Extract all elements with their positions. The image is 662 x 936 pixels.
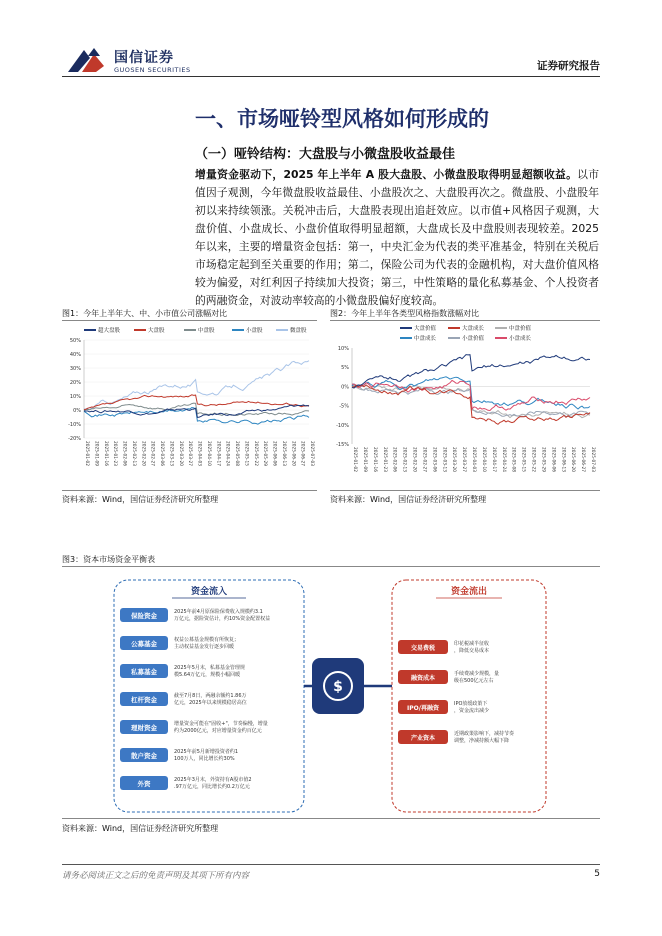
report-type: 证券研究报告	[537, 60, 600, 72]
inflow-title: 资金流入	[190, 587, 228, 597]
outflow-desc: 调整，净减持额大幅下降	[454, 738, 510, 744]
inflow-label: 散户资金	[131, 752, 157, 760]
xtick-label: 2025-04-10	[480, 447, 486, 472]
legend-label-4: 小盘价值	[462, 336, 485, 342]
header-divider	[62, 76, 600, 77]
brand-name: 国信证券	[114, 50, 174, 66]
xtick-label: 2025-06-27	[299, 441, 305, 466]
xtick-label: 2025-07-03	[309, 441, 314, 466]
xtick-label: 2025-06-13	[280, 441, 286, 466]
xtick-label: 2025-03-27	[187, 441, 193, 466]
outflow-desc: IPO放缓政策下	[454, 701, 488, 707]
xtick-label: 2025-07-03	[590, 447, 595, 472]
figure3-bottom-rule	[62, 818, 600, 819]
inflow-desc: 100万人，同比增长约30%	[174, 756, 235, 762]
inflow-desc: 2025年5月末，私募基金管理规	[174, 665, 245, 671]
xtick-label: 2025-03-13	[168, 441, 174, 466]
xtick-label: 2025-02-27	[149, 441, 155, 466]
figure3-divider	[62, 566, 600, 567]
body-paragraph	[195, 166, 599, 310]
ytick-label: 40%	[69, 352, 81, 358]
xtick-label: 2025-04-03	[196, 441, 202, 466]
inflow-desc: 增量资金可能在"固收+"，节奏偏慢，增量	[174, 721, 268, 727]
guosen-logo-icon	[64, 44, 108, 76]
xtick-label: 2025-01-16	[102, 441, 108, 466]
xtick-label: 2025-01-23	[112, 441, 118, 466]
inflow-desc: 2025年3月末，外资持有A股市值2	[174, 777, 252, 783]
xtick-label: 2025-03-20	[177, 441, 183, 466]
legend-label-4: 微盘股	[290, 328, 307, 334]
xtick-label: 2025-05-15	[243, 441, 249, 466]
outflow-label: 产业资本	[410, 735, 436, 742]
xtick-label: 2025-06-20	[290, 441, 296, 466]
xtick-label: 2025-05-08	[510, 447, 516, 472]
dollar-sign-icon: $	[333, 679, 343, 695]
xtick-label: 2025-01-23	[381, 447, 387, 472]
figure1-chart	[62, 322, 317, 490]
outflow-title: 资金流出	[450, 587, 488, 597]
inflow-desc: 约为2000亿元，对应增量资金约百亿元	[174, 728, 262, 734]
inflow-label: 保险资金	[131, 612, 157, 620]
body-lead: 增量资金驱动下，2025 年上半年 A 股大盘股、小微盘股取得明显超额收益。	[195, 168, 578, 181]
xtick-label: 2025-04-03	[471, 447, 476, 472]
xtick-label: 2025-06-06	[550, 447, 556, 472]
xtick-label: 2025-06-20	[570, 447, 576, 472]
ytick-label: 30%	[69, 366, 81, 372]
xtick-label: 2025-01-09	[93, 441, 99, 466]
inflow-desc: 2025年前5月新增投资者约1	[174, 749, 239, 755]
xtick-label: 2025-05-22	[252, 441, 258, 466]
outflow-label: 融资成本	[410, 675, 436, 682]
legend-label-1: 大盘成长	[462, 326, 485, 332]
ytick-label: 10%	[337, 346, 349, 352]
xtick-label: 2025-05-15	[520, 447, 526, 472]
inflow-desc: 截至7月8日，两融余额约1.86万	[174, 693, 247, 699]
figure3-diagram	[62, 570, 600, 816]
outflow-panel	[392, 580, 546, 812]
figure1-divider	[62, 320, 317, 321]
outflow-desc: 级在500亿元左右	[454, 678, 494, 684]
inflow-desc: .97万亿元，同比增长约0.2万亿元	[174, 784, 250, 790]
figure2-source: 资料来源：Wind，国信证券经济研究所整理	[330, 495, 487, 504]
xtick-label: 2025-05-08	[234, 441, 239, 466]
xtick-label: 2025-04-24	[500, 447, 506, 472]
ytick-label: -5%	[339, 403, 349, 410]
inflow-label: 私募基金	[131, 668, 157, 676]
xtick-label: 2025-02-13	[401, 447, 407, 472]
xtick-label: 2025-05-29	[540, 447, 546, 472]
page-number: 5	[594, 869, 600, 879]
ytick-label: 10%	[69, 394, 81, 400]
figure1-source: 资料来源：Wind，国信证券经济研究所整理	[62, 495, 219, 504]
series-line-0	[352, 355, 590, 389]
section-subtitle: （一）哑铃结构：大盘股与小微盘股收益最佳	[195, 147, 456, 162]
legend-label-0: 超大盘股	[98, 328, 121, 334]
legend-label-3: 中盘成长	[414, 336, 437, 342]
inflow-desc: 亿元，2025年以来规模稳居高位	[174, 700, 247, 706]
inflow-label: 外资	[137, 780, 151, 788]
legend-label-2: 中盘价值	[509, 326, 532, 332]
inflow-desc: 万亿元，据险资估计，约10%资金配置权益	[174, 616, 271, 622]
xtick-label: 2025-06-13	[560, 447, 566, 472]
xtick-label: 2025-01-16	[371, 447, 377, 472]
body-text: 以市值因子观测，今年微盘股收益最佳、小盘股次之、大盘股再次之。微盘股、小盘股年初以来持续领涨。关税冲击后，大盘股表现出追赶效应。以市值+风格因子观测，大盘价值、小盘成长、小盘价值取得明显超额，大盘成长及中盘股则表现较差。2025 年以来，主要的增量资金包括：第一，中央汇金为代表的类平准基金，特别在关税后市场稳定起到至关重要的作用；第二，保险公司为代表的金融机构，对大盘价值风格较为偏爱，对红利因子持续加大投资；第三，中性策略的量化私募基金、个人投资者的两融资金，对波动率较高的小微盘股偏好度较高。	[195, 168, 599, 307]
xtick-label: 2025-02-06	[121, 441, 127, 466]
xtick-label: 2025-02-20	[411, 447, 417, 472]
xtick-label: 2025-04-24	[224, 441, 230, 466]
xtick-label: 2025-01-02	[84, 441, 89, 466]
outflow-desc: 印花税减半征收	[454, 641, 490, 647]
ytick-label: -20%	[68, 436, 81, 442]
legend-label-0: 大盘价值	[414, 326, 437, 332]
xtick-label: 2025-02-20	[140, 441, 146, 466]
xtick-label: 2025-03-13	[441, 447, 447, 472]
brand-name-en: GUOSEN SECURITIES	[114, 66, 191, 74]
ytick-label: 20%	[69, 380, 81, 386]
ytick-label: 0%	[341, 384, 349, 391]
ytick-label: -10%	[68, 422, 81, 428]
ytick-label: 50%	[69, 338, 81, 344]
xtick-label: 2025-04-17	[215, 441, 221, 466]
xtick-label: 2025-06-06	[271, 441, 277, 466]
xtick-label: 2025-02-27	[421, 447, 427, 472]
xtick-label: 2025-04-17	[490, 447, 496, 472]
footer-divider	[62, 864, 600, 865]
xtick-label: 2025-04-10	[205, 441, 211, 466]
figure3-title: 图3：资本市场资金平衡表	[62, 555, 156, 564]
inflow-label: 理财资金	[131, 724, 157, 732]
outflow-desc: ，降低交易成本	[454, 648, 490, 654]
legend-label-1: 大盘股	[148, 328, 165, 334]
figure1-bottom-rule	[62, 490, 317, 491]
inflow-desc: 模5.64万亿元，规模小幅回暖	[174, 672, 241, 678]
inflow-label: 公募基金	[131, 640, 157, 648]
ytick-label: -10%	[336, 422, 349, 429]
legend-label-5: 小盘成长	[509, 336, 532, 342]
inflow-desc: 权益公募基金规模有所恢复；	[174, 637, 240, 643]
figure2-bottom-rule	[330, 490, 600, 491]
xtick-label: 2025-05-22	[530, 447, 536, 472]
xtick-label: 2025-02-13	[130, 441, 136, 466]
figure2-title: 图2：今年上半年各类型风格指数涨幅对比	[330, 309, 480, 318]
outflow-desc: ，资金流出减少	[454, 708, 490, 714]
ytick-label: 0%	[73, 408, 81, 414]
outflow-label: IPO/再融资	[407, 705, 439, 712]
brand-logo	[64, 44, 108, 76]
figure1-title: 图1：今年上半年大、中、小市值公司涨幅对比	[62, 309, 228, 318]
outflow-desc: 近期政策影响下，减持节奏	[454, 731, 515, 737]
outflow-label: 交易费税	[410, 645, 436, 652]
inflow-label: 杠杆资金	[131, 696, 157, 704]
figure3-source: 资料来源：Wind，国信证券经济研究所整理	[62, 824, 219, 833]
inflow-desc: 2025年前4月原保险保费收入规模约3.1	[174, 609, 263, 615]
ytick-label: -15%	[336, 442, 349, 448]
xtick-label: 2025-01-02	[352, 447, 357, 472]
footer-disclaimer: 请务必阅读正文之后的免责声明及其项下所有内容	[62, 871, 250, 881]
xtick-label: 2025-01-09	[361, 447, 367, 472]
xtick-label: 2025-03-06	[159, 441, 164, 466]
outflow-desc: 手续费减少规模，量	[454, 671, 500, 677]
xtick-label: 2025-02-06	[391, 447, 397, 472]
ytick-label: 5%	[341, 365, 349, 372]
figure2-divider	[330, 320, 600, 321]
xtick-label: 2025-03-20	[451, 447, 457, 472]
legend-label-3: 小盘股	[246, 328, 263, 334]
figure2-chart	[330, 322, 600, 490]
xtick-label: 2025-05-29	[262, 441, 268, 466]
section-title: 一、市场哑铃型风格如何形成的	[195, 107, 489, 131]
xtick-label: 2025-06-27	[580, 447, 586, 472]
inflow-desc: 主动权益基金发行逐步回暖	[174, 644, 235, 650]
xtick-label: 2025-03-06	[431, 447, 437, 472]
legend-label-2: 中盘股	[198, 328, 215, 334]
xtick-label: 2025-03-27	[461, 447, 467, 472]
